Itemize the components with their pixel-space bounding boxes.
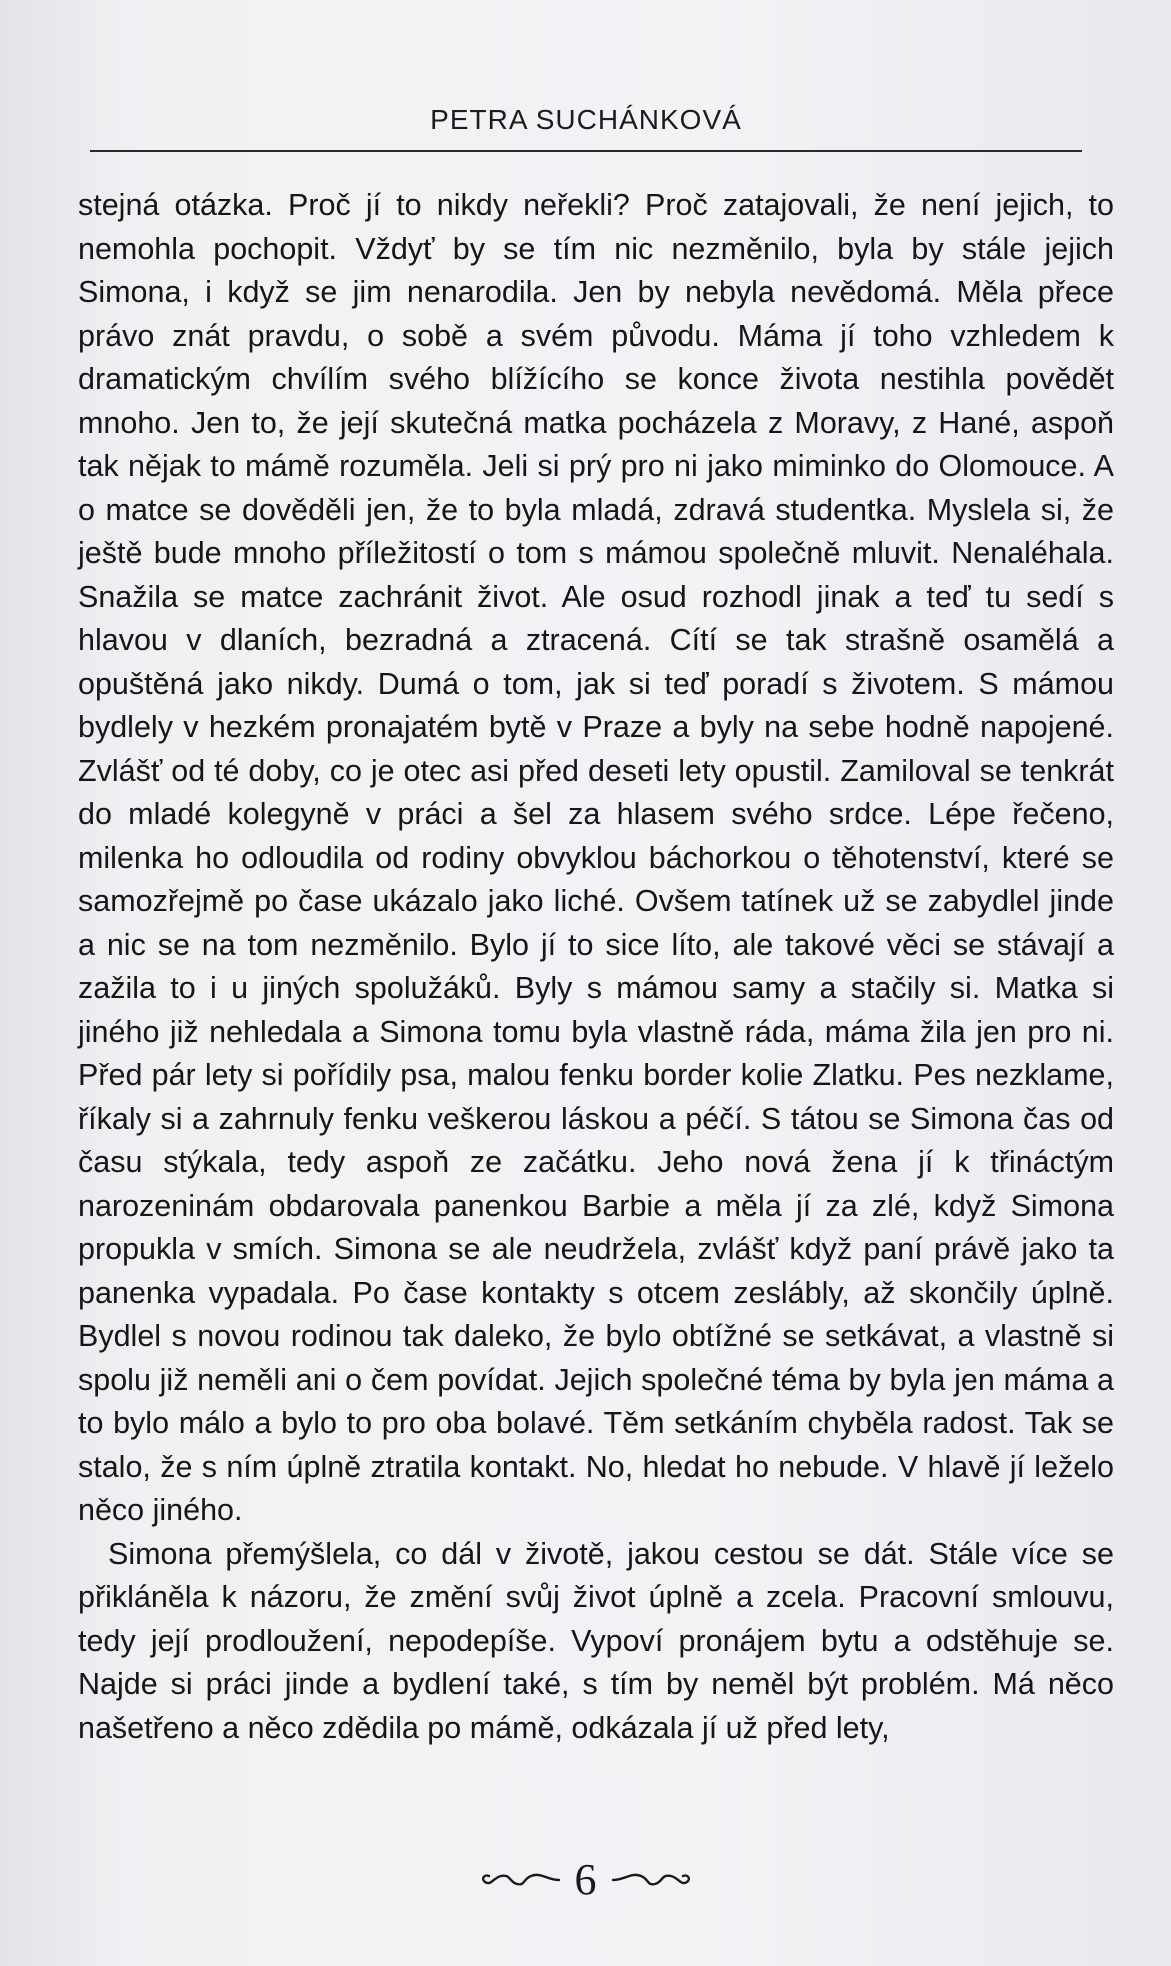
left-flourish-icon bbox=[481, 1868, 561, 1892]
paragraph-1: stejná otázka. Proč jí to nikdy neřekli? Proč zatajovali, že není jejich, to nemohla pochopit. Vždyť by se tím nic nezměnilo, byla by stále jejich Simona, i když se jim nenarodila. Jen by nebyla nevědomá. Měla přece právo znát pravdu, o sobě a svém původu. Máma jí toho vzhledem k dramatickým chvílím svého blížícího se konce života nestihla povědět mnoho. Jen to, že její skutečná matka pocházela z Moravy, z Hané, aspoň tak nějak to mámě rozuměla. Jeli si prý pro ni jako miminko do Olomouce. A o matce se dověděli jen, že to byla mladá, zdravá studentka. Myslela si, že ještě bude mnoho příležitostí o tom s mámou společně mluvit. Nenaléhala. Snažila se matce zachránit život. Ale osud rozhodl jinak a teď tu sedí s hlavou v dlaních, bezradná a ztracená. Cítí se tak strašně osamělá a opuštěná jako nikdy. Dumá o tom, jak si teď poradí s životem. S mámou bydlely v hezkém pronajatém bytě v Praze a byly na sebe hodně napojené. Zvlášť od té doby, co je otec asi před deseti lety opustil. Zamiloval se tenkrát do mladé kolegyně v práci a šel za hlasem svého srdce. Lépe řečeno, milenka ho odloudila od rodiny obvyklou báchorkou o těhotenství, které se samozřejmě po čase ukázalo jako liché. Ovšem tatínek už se zabydlel jinde a nic se na tom nezměnilo. Bylo jí to sice líto, ale takové věci se stávají a zažila to i u jiných spolužáků. Byly s mámou samy a stačily si. Matka si jiného již nehledala a Simona tomu byla vlastně ráda, máma žila jen pro ni. Před pár lety si pořídily psa, malou fenku border kolie Zlatku. Pes nezklame, říkaly si a zahrnuly fenku veškerou láskou a péčí. S tátou se Simona čas od času stýkala, tedy aspoň ze začátku. Jeho nová žena jí k třináctým narozeninám obdarovala panenkou Barbie a měla jí za zlé, když Simona propukla v smích. Simona se ale neudržela, zvlášť když paní právě jako ta panenka vypadala. Po čase kontakty s otcem zeslábly, až skončily úplně. Bydlel s novou rodinou tak daleko, že bylo obtížné se setkávat, a vlastně si spolu již neměli ani o čem povídat. Jejich společné téma by byla jen máma a to bylo málo a bylo to pro oba bolavé. Těm setkáním chyběla radost. Tak se stalo, že s ním úplně ztratila kontakt. No, hledat ho nebude. V hlavě jí leželo něco jiného. bbox=[78, 188, 1114, 1527]
right-flourish-icon bbox=[611, 1868, 691, 1892]
header-divider bbox=[90, 150, 1082, 152]
running-header-author: PETRA SUCHÁNKOVÁ bbox=[430, 104, 742, 135]
body-text bbox=[78, 184, 1114, 1750]
paragraph-2: Simona přemýšlela, co dál v životě, jakou cestou se dát. Stále více se přikláněla k názoru, že změní svůj život úplně a zcela. Pracovní smlouvu, tedy její prodloužení, nepodepíše. Vypoví pronájem bytu a odstěhuje se. Najde si práci jinde a bydlení také, s tím by neměl být problém. Má něco našetřeno a něco zdědila po mámě, odkázala jí už před lety, bbox=[78, 1536, 1114, 1745]
page-footer bbox=[0, 1855, 1171, 1904]
page-number: 6 bbox=[574, 1855, 597, 1904]
